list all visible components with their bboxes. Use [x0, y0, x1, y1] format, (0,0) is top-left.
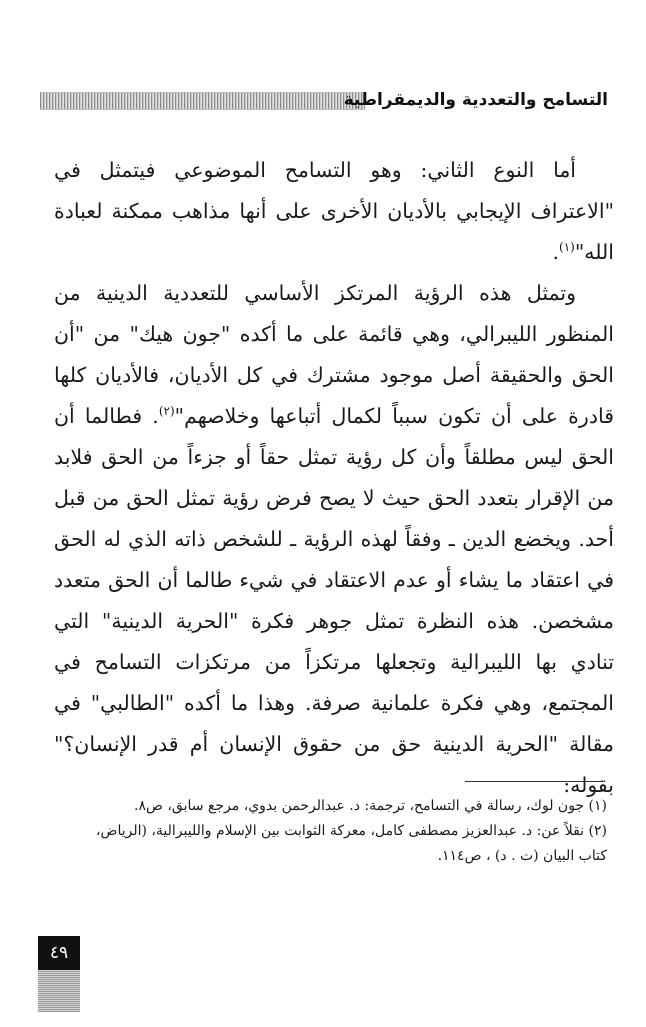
footnote-ref-1: (١): [559, 240, 575, 255]
footnote-ref-2: (٢): [158, 404, 175, 419]
main-text: [54, 150, 614, 806]
footnote-1: (١) جون لوك، رسالة في التسامح، ترجمة: د. عبدالرحمن بدوي، مرجع سابق، ص٨.: [134, 798, 607, 814]
footnote-separator: [465, 781, 603, 782]
paragraph-1: [54, 150, 614, 273]
paragraph-2-continuation: . فطالما أن الحق ليس مطلقاً وأن كل رؤية تمثل حقاً أو جزءاً من الحق فلابد من الإقرار بتعدد الحق حيث لا يصح فرض رؤية تمثل الحق من قبل أحد. ويخضع الدين ـ وفقاً لهذه الرؤية ـ للشخص ذاته الذي له الحق في اعتقاد ما يشاء أو عدم الاعتقاد في شيء طالما أن الحق متعدد مشخصن. هذه النظرة تمثل جوهر فكرة "الحرية الدينية" التي تنادي بها الليبرالية وتجعلها مرتكزاً من مرتكزات التسامح في المجتمع، وهي فكرة علمانية صرفة. وهذا ما أكده "الطالبي" في مقالة "الحرية الدينية حق من حقوق الإنسان أم قدر الإنسان؟" بقوله:: [54, 404, 614, 797]
paragraph-1-text: أما النوع الثاني: وهو التسامح الموضوعي فيتمثل في "الاعتراف الإيجابي بالأديان الأخرى على أنها مذاهب ممكنة لعبادة الله": [54, 158, 614, 264]
running-header: [40, 88, 610, 112]
footnotes: [72, 794, 607, 869]
footnote-2: (٢) نقلاً عن: د. عبدالعزيز مصطفى كامل، معركة الثوابت بين الإسلام والليبرالية، (الرياض، كتاب البيان (ت . د) ، ص١١٤.: [96, 823, 607, 864]
header-decorative-band: [40, 92, 365, 110]
paragraph-1-end: .: [552, 240, 560, 264]
running-header-title: التسامح والتعددية والديمقراطية: [343, 90, 608, 110]
paragraph-2: [54, 273, 614, 806]
page-number: ٤٩: [38, 936, 80, 970]
paragraph-2-text: وتمثل هذه الرؤية المرتكز الأساسي للتعددية الدينية من المنظور الليبرالي، وهي قائمة على ما أكده "جون هيك" من "أن الحق والحقيقة أصل موجود مشترك في كل الأديان، فالأديان كلها قادرة على أن تكون سبباً لكمال أتباعها وخلاصهم": [54, 281, 614, 428]
page-number-block: [38, 936, 80, 1012]
